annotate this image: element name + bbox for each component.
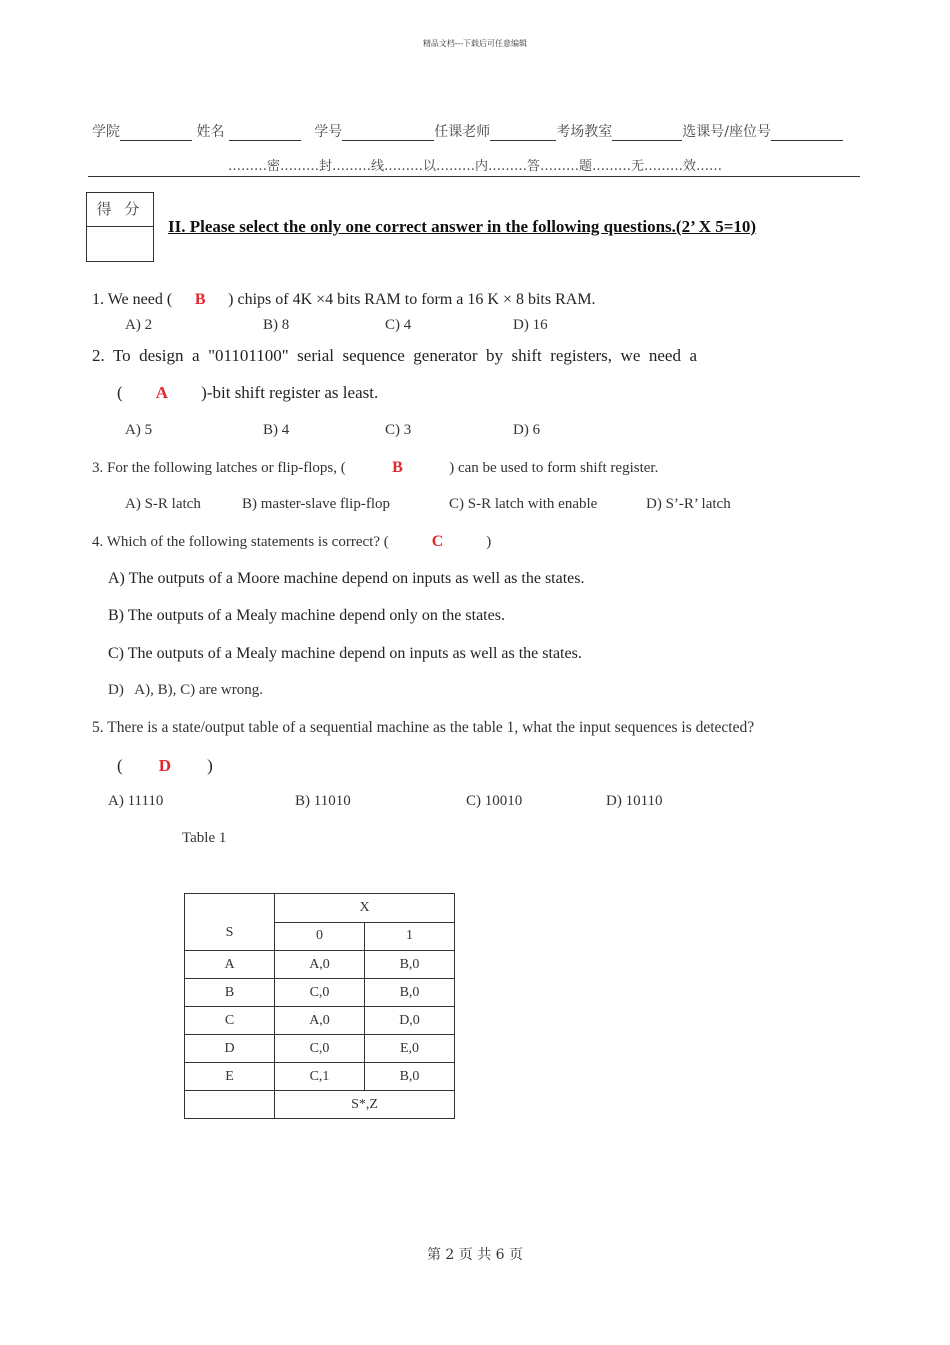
question-text: ( xyxy=(117,756,123,775)
next-state-cell: B,0 xyxy=(365,979,455,1007)
teacher-label: 任课老师 xyxy=(434,124,491,140)
state-cell: B xyxy=(185,979,275,1007)
state-output-table xyxy=(184,893,455,1119)
question-2-line2 xyxy=(117,383,378,403)
question-3 xyxy=(92,459,658,477)
table-row xyxy=(185,1007,455,1035)
option: C) The outputs of a Mealy machine depend on inputs as well as the states. xyxy=(108,645,582,662)
answer-mark: A xyxy=(155,383,169,402)
question-text: ) chips of 4K ×4 bits RAM to form a 16 K × 8 bits RAM. xyxy=(228,291,596,308)
next-state-cell: B,0 xyxy=(365,951,455,979)
next-state-cell: C,0 xyxy=(275,1035,365,1063)
college-label: 学院 xyxy=(92,124,120,140)
input-header: X xyxy=(275,894,455,923)
input-column-0: 0 xyxy=(275,922,365,951)
question-text: ) xyxy=(486,534,492,550)
option: D) S’-R’ latch xyxy=(646,496,731,512)
table-footer: S*,Z xyxy=(275,1091,455,1119)
score-label: 得 分 xyxy=(87,193,153,227)
question-5-line2 xyxy=(117,756,213,776)
empty-cell xyxy=(185,1091,275,1119)
next-state-cell: C,0 xyxy=(275,979,365,1007)
state-cell: E xyxy=(185,1063,275,1091)
question-text: ) can be used to form shift register. xyxy=(449,460,659,476)
option: A) 2 xyxy=(125,317,153,333)
option: C) 10010 xyxy=(466,793,523,809)
seal-line-text: ………密………封………线………以………内………答………题………无………效…… xyxy=(228,159,722,174)
option: D) 16 xyxy=(513,317,548,333)
student-id-blank xyxy=(342,126,434,141)
room-blank xyxy=(612,126,682,141)
option: D) A), B), C) are wrong. xyxy=(108,682,263,698)
answer-mark: D xyxy=(158,756,172,775)
option: A) 5 xyxy=(125,422,153,438)
question-4 xyxy=(92,533,491,551)
question-text: 1. We need ( xyxy=(92,291,173,308)
header-divider xyxy=(88,176,860,177)
question-text: 4. Which of the following statements is correct? ( xyxy=(92,534,389,550)
seat-blank xyxy=(771,126,843,141)
input-column-1: 1 xyxy=(365,922,455,951)
name-label: 姓名 xyxy=(196,124,225,140)
question-text: 3. For the following latches or flip-flops, ( xyxy=(92,460,346,476)
option: C) 4 xyxy=(385,317,412,333)
option: D) 6 xyxy=(513,422,541,438)
question-5-line1: 5. There is a state/output table of a sequential machine as the table 1, what the input sequences is detected? xyxy=(92,719,755,736)
option: B) 4 xyxy=(263,422,290,438)
question-2-line1: 2. To design a "01101100" serial sequence generator by shift registers, we need a xyxy=(92,346,698,365)
question-text: ( xyxy=(117,383,123,402)
table-row xyxy=(185,951,455,979)
option: A) The outputs of a Moore machine depend on inputs as well as the states. xyxy=(108,570,585,587)
answer-mark: B xyxy=(194,291,206,308)
table-caption: Table 1 xyxy=(182,830,227,846)
name-blank xyxy=(229,126,301,141)
option: C) S-R latch with enable xyxy=(449,496,598,512)
question-1 xyxy=(92,291,596,309)
table-row xyxy=(185,1035,455,1063)
next-state-cell: B,0 xyxy=(365,1063,455,1091)
table-row xyxy=(185,1063,455,1091)
section-title: II. Please select the only one correct answer in the following questions.(2’ X 5=10) xyxy=(168,217,757,236)
seat-label: 选课号/座位号 xyxy=(682,124,771,140)
next-state-cell: E,0 xyxy=(365,1035,455,1063)
state-column-header: S xyxy=(185,894,275,951)
answer-mark: C xyxy=(431,533,444,550)
table-row xyxy=(185,979,455,1007)
student-id-label: 学号 xyxy=(314,124,343,140)
question-text: ) xyxy=(207,756,213,775)
teacher-blank xyxy=(490,126,556,141)
state-cell: A xyxy=(185,951,275,979)
page-footer: 第 2 页 共 6 页 xyxy=(426,1247,524,1263)
state-cell: C xyxy=(185,1007,275,1035)
option: B) The outputs of a Mealy machine depend only on the states. xyxy=(108,607,505,624)
option: A) S-R latch xyxy=(125,496,201,512)
next-state-cell: C,1 xyxy=(275,1063,365,1091)
option: D) 10110 xyxy=(606,793,663,809)
room-label: 考场教室 xyxy=(556,124,613,140)
option: B) master-slave flip-flop xyxy=(242,496,390,512)
option: B) 11010 xyxy=(295,793,351,809)
watermark-text: 精品文档---下载后可任意编辑 xyxy=(422,39,528,48)
option: C) 3 xyxy=(385,422,412,438)
next-state-cell: A,0 xyxy=(275,951,365,979)
next-state-cell: A,0 xyxy=(275,1007,365,1035)
question-text: )-bit shift register as least. xyxy=(201,383,379,402)
option: B) 8 xyxy=(263,317,290,333)
next-state-cell: D,0 xyxy=(365,1007,455,1035)
option: A) 11110 xyxy=(108,793,164,809)
college-blank xyxy=(120,126,192,141)
state-cell: D xyxy=(185,1035,275,1063)
answer-mark: B xyxy=(392,459,403,476)
exam-header-fields xyxy=(92,121,843,141)
score-box xyxy=(86,192,154,262)
